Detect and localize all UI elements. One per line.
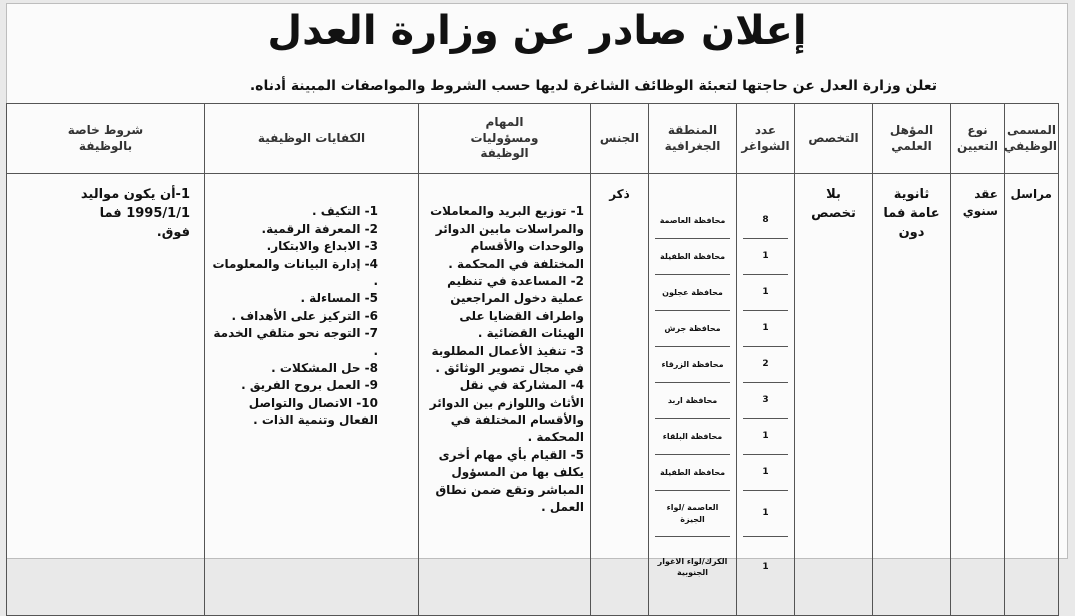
cell-appointment-type: عقد سنوي bbox=[951, 174, 1005, 616]
cell-duties bbox=[419, 174, 591, 616]
competency-item: 10- الاتصال والتواصل الفعال وتنمية الذات . bbox=[248, 395, 378, 428]
duty-item: 2- المساعدة في تنظيم عملية دخول المراجعين واطراف القضايا على الهيئات القضائية . bbox=[447, 273, 584, 341]
header-region: المنطقة الجغرافية bbox=[649, 104, 737, 174]
cell-job-title: مراسل bbox=[1005, 174, 1059, 616]
announcement-subtitle: تعلن وزارة العدل عن حاجتها لتعبئة الوظائف الشاغرة لديها حسب الشروط والمواصفات المبينة أدناه. bbox=[249, 78, 937, 94]
competency-item: 1- التكيف . bbox=[312, 204, 378, 219]
header-specialization: التخصص bbox=[795, 104, 873, 174]
duty-item: 5- القيام بأي مهام أخرى يكلف بها من المسؤول المباشر وتقع ضمن نطاق العمل . bbox=[435, 447, 584, 515]
region-item: محافظة الطفيلة bbox=[655, 455, 730, 491]
competency-item: 2- المعرفة الرقمية. bbox=[261, 221, 378, 236]
vacancy-count: 1 bbox=[743, 275, 788, 311]
duty-item: 4- المشاركة في نقل الأثاث واللوازم بين الدوائر والأقسام المختلفة في المحكمة . bbox=[429, 378, 584, 445]
vacancy-count: 3 bbox=[743, 383, 788, 419]
region-item: محافظة العاصمة bbox=[655, 203, 730, 239]
vacancy-count: 1 bbox=[743, 419, 788, 455]
header-qualification: المؤهل العلمي bbox=[873, 104, 951, 174]
header-duties: المهام ومسؤوليات الوظيفة bbox=[419, 104, 591, 174]
vacancy-count: 1 bbox=[743, 455, 788, 491]
cell-special-conditions: 1-أن يكون مواليد 1995/1/1 فما فوق. bbox=[7, 174, 205, 616]
vacancy-count: 1 bbox=[743, 239, 788, 275]
vacancy-count-list bbox=[743, 203, 788, 597]
header-vacancies: عدد الشواغر bbox=[737, 104, 795, 174]
cell-competencies bbox=[205, 174, 419, 616]
region-item: محافظة الزرقاء bbox=[655, 347, 730, 383]
region-item: الكرك/لواء الاغوار الجنوبية bbox=[657, 556, 728, 578]
competency-item: 6- التركيز على الأهداف . bbox=[231, 308, 378, 323]
region-item: العاصمة /لواء الجيزة bbox=[655, 491, 730, 537]
cell-specialization: بلا تخصص bbox=[795, 174, 873, 616]
competencies-list bbox=[211, 203, 378, 429]
duties-list bbox=[425, 203, 584, 516]
cell-qualification: ثانوية عامة فما دون bbox=[873, 174, 951, 616]
table-row bbox=[7, 174, 1059, 616]
vacancy-count: 1 bbox=[762, 561, 769, 572]
header-special-conditions: شروط خاصة بالوظيفة bbox=[7, 104, 205, 174]
header-job-title: المسمى الوظيفي bbox=[1005, 104, 1059, 174]
region-item: محافظة عجلون bbox=[655, 275, 730, 311]
header-competencies: الكفايات الوظيفية bbox=[205, 104, 419, 174]
competency-item: 4- إدارة البيانات والمعلومات . bbox=[212, 256, 378, 288]
vacancy-count: 1 bbox=[743, 311, 788, 347]
competency-item: 8- حل المشكلات . bbox=[271, 360, 378, 375]
competency-item: 5- المساءلة . bbox=[300, 291, 378, 306]
region-item: محافظة اربد bbox=[655, 383, 730, 419]
vacancy-count: 2 bbox=[743, 347, 788, 383]
vacancy-count: 8 bbox=[743, 203, 788, 239]
competency-item: 9- العمل بروح الفريق . bbox=[241, 378, 378, 393]
cell-vacancy-counts bbox=[737, 174, 795, 616]
table-header-row bbox=[7, 104, 1059, 174]
duty-item: 3- تنفيذ الأعمال المطلوبة في مجال تصوير الوثائق . bbox=[431, 343, 584, 375]
announcement-title: إعلان صادر عن وزارة العدل bbox=[267, 8, 807, 54]
competency-item: 7- التوجه نحو متلقي الخدمة . bbox=[213, 326, 378, 358]
region-item: محافظة البلقاء bbox=[655, 419, 730, 455]
vacancies-table bbox=[6, 103, 1059, 616]
cell-gender: ذكر bbox=[591, 174, 649, 616]
region-item: محافظة الطفيلة bbox=[655, 239, 730, 275]
header-gender: الجنس bbox=[591, 104, 649, 174]
region-list bbox=[655, 203, 730, 597]
competency-item: 3- الابداع والابتكار. bbox=[266, 239, 378, 254]
header-appointment-type: نوع التعيين bbox=[951, 104, 1005, 174]
cell-regions bbox=[649, 174, 737, 616]
duty-item: 1- توزيع البريد والمعاملات والمراسلات مابين الدوائر والوحدات والأقسام المختلفة في المحكمة . bbox=[430, 204, 584, 271]
vacancy-count: 1 bbox=[743, 491, 788, 537]
region-item: محافظة جرش bbox=[655, 311, 730, 347]
